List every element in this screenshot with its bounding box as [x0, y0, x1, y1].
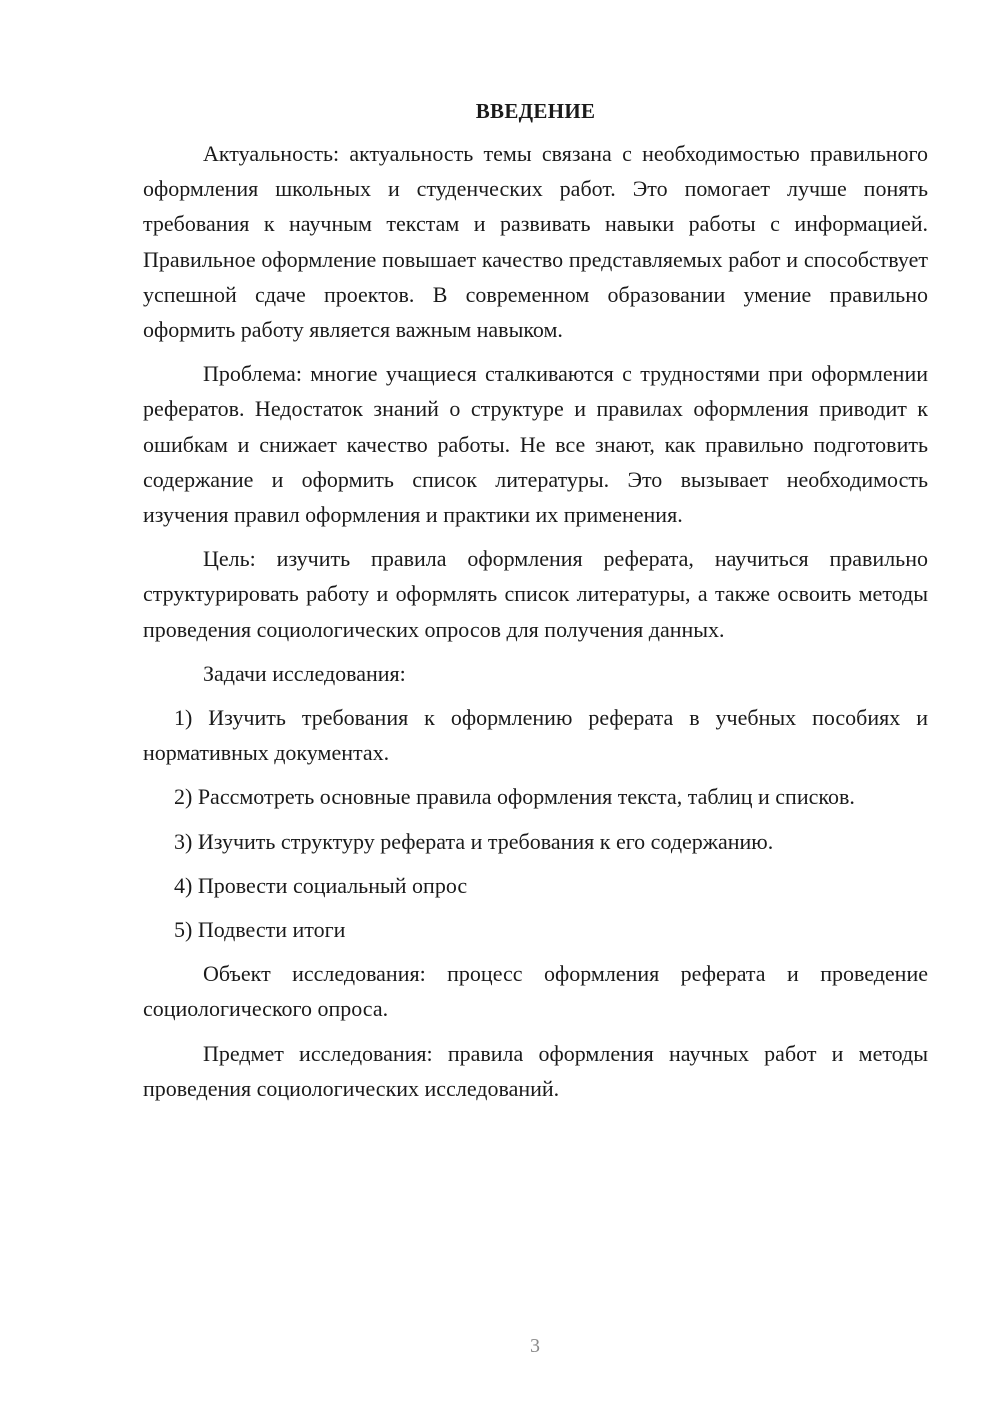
tasks-heading: Задачи исследования: — [203, 660, 406, 686]
task-item: 2) Рассмотреть основные правила оформления текста, таблиц и списков. — [174, 784, 855, 810]
page-number: 3 — [530, 1335, 540, 1357]
problem-paragraph: Проблема: многие учащиеся сталкиваются с трудностями при оформлении рефератов. Недостаток знаний о структуре и правилах оформления приводит к ошибкам и снижает качество работы. Не все знают, как правильно подготовить содержание и оформить список литературы. Это вызывает необходимость изучения правил оформления и практики их применения. — [143, 361, 928, 528]
object-paragraph: Объект исследования: процесс оформления реферата и проведение социологического опроса. — [143, 961, 928, 1022]
task-item: 4) Провести социальный опрос — [174, 872, 468, 898]
task-item: 1) Изучить требования к оформлению реферата в учебных пособиях и нормативных документах. — [143, 705, 928, 766]
task-item: 5) Подвести итоги — [174, 917, 346, 943]
relevance-paragraph: Актуальность: актуальность темы связана с необходимостью правильного оформления школьных и студенческих работ. Это помогает лучше понять требования к научным текстам и развивать навыки работы с информацией. Правильное оформление повышает качество представляемых работ и способствует успешной сдаче проектов. В современном образовании умение правильно оформить работу является важным навыком. — [143, 141, 928, 343]
section-heading: ВВЕДЕНИЕ — [475, 99, 596, 123]
subject-paragraph: Предмет исследования: правила оформления научных работ и методы проведения социологических исследований. — [143, 1040, 928, 1101]
task-item: 3) Изучить структуру реферата и требования к его содержанию. — [174, 828, 774, 854]
goal-paragraph: Цель: изучить правила оформления реферата, научиться правильно структурировать работу и оформлять список литературы, а также освоить методы проведения социологических опросов для получения данных. — [143, 546, 928, 642]
document-page — [143, 96, 928, 1115]
